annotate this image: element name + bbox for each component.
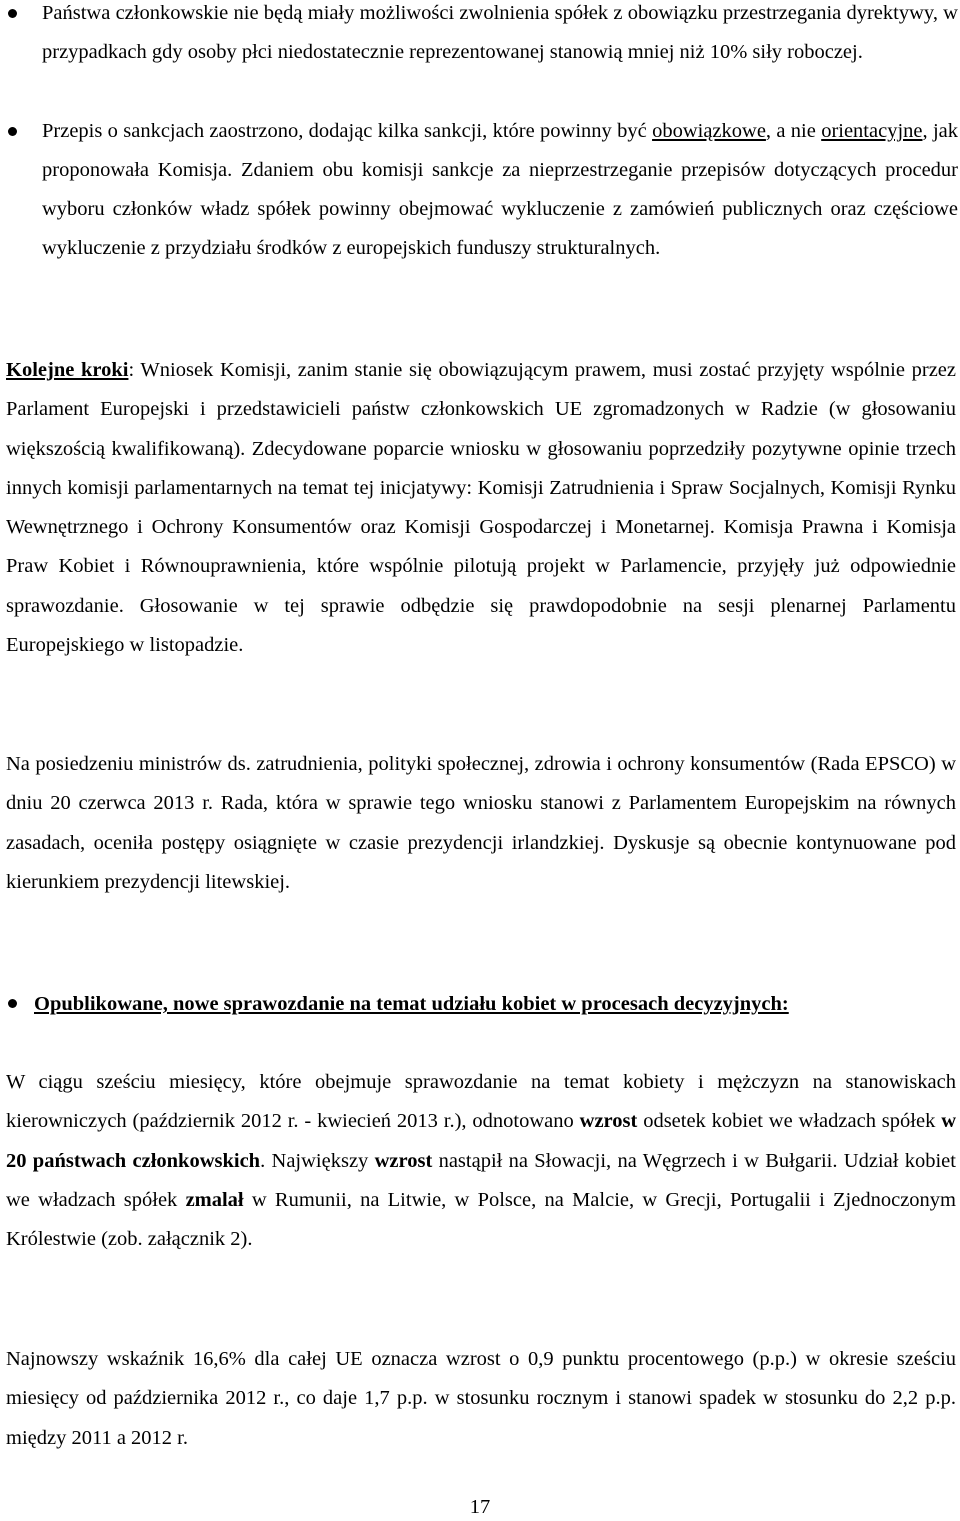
next-steps-label: Kolejne kroki bbox=[6, 359, 129, 381]
underlined-term: orientacyjne bbox=[821, 120, 923, 142]
bullet-text: Przepis o sankcjach zaostrzono, dodając kilka sankcji, które powinny być obowiązkowe, a nie orientacyjne, jak proponowała Komisja. Zdaniem obu komisji sankcje za nieprzestrzeganie przepisów dotyczących procedur wyboru członków władz spółek powinny obejmować wykluczenie z zamówień publicznych oraz częściowe wykluczenie z przydziału środków z europejskich funduszy strukturalnych. bbox=[42, 120, 959, 259]
report-heading-text: Opublikowane, nowe sprawozdanie na temat udziału kobiet w procesach decyzyjnych: bbox=[34, 993, 789, 1015]
report-heading bbox=[8, 989, 958, 1019]
bullet-icon bbox=[8, 999, 17, 1008]
latest-indicator-paragraph: Najnowszy wskaźnik 16,6% dla całej UE oznacza wzrost o 0,9 punktu procentowego (p.p.) w okresie sześciu miesięcy od października 2012 r., co daje 1,7 p.p. w stosunku rocznym i stanowi spadek w stosunku do 2,2 p.p. między 2011 a 2012 r. bbox=[6, 1348, 956, 1449]
next-steps-paragraph: Kolejne kroki: Wniosek Komisji, zanim stanie się obowiązującym prawem, musi zostać przyjęty wspólnie przez Parlament Europejski i przedstawicieli państw członkowskich UE zgromadzonych w Radzie (w głosowaniu większością kwalifikowaną). Zdecydowane poparcie wniosku w głosowaniu poprzedziły pozytywne opinie trzech innych komisji parlamentarnych na temat tej inicjatywy: Komisji Zatrudnienia i Spraw Socjalnych, Komisji Rynku Wewnętrznego i Ochrony Konsumentów oraz Komisji Gospodarczej i Monetarnej. Komisja Prawna i Komisja Praw Kobiet i Równouprawnienia, które wspólnie pilotują projekt w Parlamencie, przyjęły już odpowiednie sprawozdanie. Głosowanie w tej sprawie odbędzie się prawdopodobnie na sesji plenarnej Parlamentu Europejskiego w listopadzie. bbox=[6, 359, 956, 657]
underlined-term: obowiązkowe bbox=[652, 120, 766, 142]
bullet-item-exemption bbox=[8, 0, 958, 72]
bullet-icon bbox=[8, 9, 17, 18]
bullet-icon bbox=[8, 127, 17, 136]
epsco-paragraph: Na posiedzeniu ministrów ds. zatrudnienia, polityki społecznej, zdrowia i ochrony konsumentów (Rada EPSCO) w dniu 20 czerwca 2013 r. Rada, która w sprawie tego wniosku stanowi z Parlamentem Europejskim na równych zasadach, oceniła postępy osiągnięte w czasie prezydencji irlandzkiej. Dyskusje są obecnie kontynuowane pod kierunkiem prezydencji litewskiej. bbox=[6, 753, 956, 893]
bullet-text: Państwa członkowskie nie będą miały możliwości zwolnienia spółek z obowiązku przestrzegania dyrektywy, w przypadkach gdy osoby płci niedostatecznie reprezentowanej stanowią mniej niż 10% siły roboczej. bbox=[42, 2, 958, 63]
bullet-item-sanctions bbox=[8, 112, 958, 268]
page-number: 17 bbox=[469, 1496, 491, 1518]
report-paragraph: W ciągu sześciu miesięcy, które obejmuje sprawozdanie na temat kobiety i mężczyzn na stanowiskach kierowniczych (październik 2012 r. - kwiecień 2013 r.), odnotowano wzrost odsetek kobiet we władzach spółek w 20 państwach członkowskich. Największy wzrost nastąpił na Słowacji, na Węgrzech i w Bułgarii. Udział kobiet we władzach spółek zmalał w Rumunii, na Litwie, w Polsce, na Malcie, w Grecji, Portugalii i Zjednoczonym Królestwie (zob. załącznik 2). bbox=[6, 1071, 956, 1251]
